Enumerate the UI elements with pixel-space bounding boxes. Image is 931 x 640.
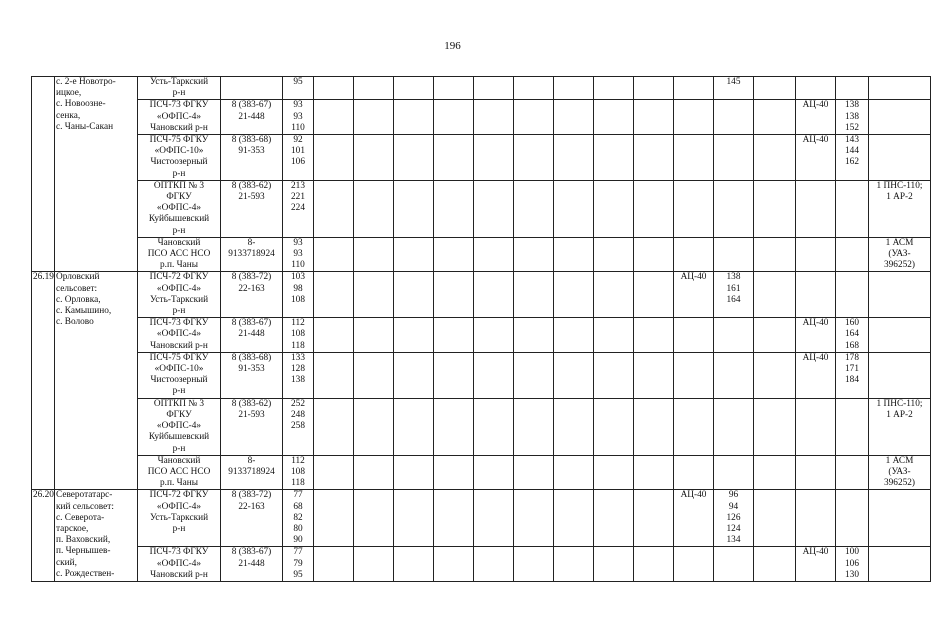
phone-cell <box>221 135 283 181</box>
equipment-cell <box>869 547 931 582</box>
empty-cell <box>354 272 394 318</box>
empty-cell <box>594 490 634 547</box>
phone-cell <box>221 100 283 135</box>
equipment-cell <box>869 318 931 353</box>
empty-cell <box>394 180 434 237</box>
empty-cell <box>394 272 434 318</box>
times-cell <box>283 455 314 490</box>
equipment-cell-text: 1 АСМ (УАЗ- 396252) <box>884 455 915 489</box>
table-row <box>32 547 931 582</box>
table-row <box>32 77 931 100</box>
empty-cell <box>594 272 634 318</box>
empty-cell <box>554 547 594 582</box>
empty-cell <box>434 77 474 100</box>
section-number-text: 26.19 <box>33 272 54 283</box>
empty-cell <box>754 180 796 237</box>
arrival-cell-text: 160 164 168 <box>845 318 859 351</box>
section-number <box>32 272 55 490</box>
page-number: 196 <box>444 40 461 52</box>
table-row <box>32 490 931 547</box>
empty-cell <box>354 135 394 181</box>
equipment-cell <box>869 237 931 272</box>
empty-cell <box>474 77 514 100</box>
arrival-cell <box>836 352 869 398</box>
vehicle-cell <box>674 135 714 181</box>
empty-cell <box>354 318 394 353</box>
arrival-cell <box>714 237 754 272</box>
empty-cell <box>634 100 674 135</box>
section-number <box>32 490 55 582</box>
phone-cell-text: 8- 9133718924 <box>228 455 275 477</box>
empty-cell <box>474 237 514 272</box>
phone-cell <box>221 318 283 353</box>
empty-cell <box>554 272 594 318</box>
arrival-cell <box>714 77 754 100</box>
empty-cell <box>634 318 674 353</box>
arrival-cell <box>836 100 869 135</box>
empty-cell <box>594 135 634 181</box>
table-row <box>32 237 931 272</box>
empty-cell <box>634 180 674 237</box>
empty-cell <box>394 237 434 272</box>
empty-cell <box>314 180 354 237</box>
times-cell <box>283 272 314 318</box>
times-cell-text: 112 108 118 <box>291 455 305 489</box>
empty-cell <box>474 455 514 490</box>
arrival-cell <box>714 490 754 547</box>
equipment-cell <box>869 352 931 398</box>
empty-cell <box>314 352 354 398</box>
times-cell-text: 93 93 110 <box>291 100 305 133</box>
unit-cell <box>138 318 221 353</box>
times-cell <box>283 398 314 455</box>
arrival-cell-text: 138 138 152 <box>845 100 859 133</box>
empty-cell <box>594 547 634 582</box>
equipment-cell-text: 1 АСМ (УАЗ- 396252) <box>884 237 915 271</box>
empty-cell <box>434 100 474 135</box>
unit-cell-text: Усть-Таркский р-н <box>149 77 209 99</box>
phone-cell-text: 8 (383-67) 21-448 <box>231 100 272 122</box>
times-cell <box>283 180 314 237</box>
phone-cell-text: 8 (383-68) 91-353 <box>231 135 272 157</box>
arrival-cell <box>836 455 869 490</box>
arrival-cell-text: 138 161 164 <box>726 272 741 305</box>
empty-cell <box>514 272 554 318</box>
empty-cell <box>554 318 594 353</box>
empty-cell <box>754 352 796 398</box>
vehicle-cell <box>796 547 836 582</box>
arrival-cell <box>836 272 869 318</box>
vehicle-cell <box>796 180 836 237</box>
arrival-cell <box>836 547 869 582</box>
empty-cell <box>434 237 474 272</box>
vehicle-cell-text: АЦ-40 <box>680 272 707 283</box>
table-row <box>32 455 931 490</box>
empty-cell <box>394 318 434 353</box>
arrival-cell <box>714 547 754 582</box>
arrival-cell <box>714 100 754 135</box>
empty-cell <box>754 135 796 181</box>
empty-cell <box>594 352 634 398</box>
unit-cell <box>138 77 221 100</box>
vehicle-cell-text: АЦ-40 <box>802 318 829 329</box>
empty-cell <box>474 318 514 353</box>
unit-cell <box>138 272 221 318</box>
phone-cell-text: 8 (383-62) 21-593 <box>231 398 272 420</box>
table-body <box>32 77 931 582</box>
times-cell-text: 112 108 118 <box>291 318 305 351</box>
empty-cell <box>474 180 514 237</box>
arrival-cell <box>836 237 869 272</box>
empty-cell <box>514 318 554 353</box>
empty-cell <box>434 490 474 547</box>
empty-cell <box>634 547 674 582</box>
empty-cell <box>514 77 554 100</box>
arrival-cell <box>714 398 754 455</box>
vehicle-cell <box>674 180 714 237</box>
settlement-cell <box>55 490 138 582</box>
empty-cell <box>514 398 554 455</box>
equipment-cell <box>869 272 931 318</box>
empty-cell <box>554 352 594 398</box>
empty-cell <box>434 135 474 181</box>
fire-response-table <box>31 76 931 582</box>
equipment-cell-text: 1 ПНС-110; 1 АР-2 <box>876 180 923 203</box>
times-cell-text: 103 98 108 <box>291 272 305 305</box>
equipment-cell <box>869 77 931 100</box>
empty-cell <box>474 352 514 398</box>
times-cell <box>283 490 314 547</box>
empty-cell <box>314 547 354 582</box>
section-number <box>32 77 55 272</box>
phone-cell <box>221 352 283 398</box>
empty-cell <box>634 272 674 318</box>
empty-cell <box>634 352 674 398</box>
phone-cell <box>221 455 283 490</box>
empty-cell <box>354 237 394 272</box>
arrival-cell <box>714 272 754 318</box>
empty-cell <box>554 398 594 455</box>
vehicle-cell <box>674 77 714 100</box>
arrival-cell <box>714 135 754 181</box>
empty-cell <box>474 100 514 135</box>
phone-cell <box>221 272 283 318</box>
empty-cell <box>394 135 434 181</box>
empty-cell <box>434 180 474 237</box>
vehicle-cell <box>674 318 714 353</box>
empty-cell <box>554 490 594 547</box>
unit-cell-text: ПСЧ-75 ФГКУ «ОФПС-10» Чистоозерный р-н <box>149 135 209 179</box>
phone-cell <box>221 77 283 100</box>
empty-cell <box>434 352 474 398</box>
empty-cell <box>594 237 634 272</box>
empty-cell <box>354 77 394 100</box>
empty-cell <box>354 352 394 398</box>
vehicle-cell <box>674 237 714 272</box>
phone-cell-text: 8 (383-67) 21-448 <box>231 318 272 340</box>
arrival-cell <box>836 490 869 547</box>
empty-cell <box>634 398 674 455</box>
equipment-cell <box>869 398 931 455</box>
times-cell-text: 92 101 106 <box>291 135 305 168</box>
vehicle-cell <box>674 490 714 547</box>
vehicle-cell <box>674 352 714 398</box>
equipment-cell <box>869 135 931 181</box>
phone-cell <box>221 237 283 272</box>
times-cell-text: 133 128 138 <box>291 352 305 386</box>
empty-cell <box>594 100 634 135</box>
unit-cell <box>138 398 221 455</box>
unit-cell <box>138 180 221 237</box>
empty-cell <box>314 455 354 490</box>
times-cell <box>283 77 314 100</box>
phone-cell-text: 8 (383-72) 22-163 <box>231 272 272 294</box>
table-row <box>32 272 931 318</box>
vehicle-cell-text: АЦ-40 <box>802 547 829 558</box>
phone-cell-text: 8 (383-72) 22-163 <box>231 490 272 512</box>
empty-cell <box>394 77 434 100</box>
empty-cell <box>354 180 394 237</box>
empty-cell <box>754 455 796 490</box>
empty-cell <box>634 77 674 100</box>
empty-cell <box>314 398 354 455</box>
phone-cell-text: 8 (383-67) 21-448 <box>231 547 272 569</box>
vehicle-cell <box>674 547 714 582</box>
unit-cell <box>138 547 221 582</box>
empty-cell <box>514 180 554 237</box>
times-cell <box>283 318 314 353</box>
unit-cell <box>138 100 221 135</box>
empty-cell <box>394 398 434 455</box>
times-cell <box>283 547 314 582</box>
unit-cell <box>138 490 221 547</box>
times-cell-text: 93 93 110 <box>291 237 305 271</box>
vehicle-cell <box>674 455 714 490</box>
empty-cell <box>754 272 796 318</box>
empty-cell <box>514 547 554 582</box>
empty-cell <box>434 318 474 353</box>
phone-cell <box>221 547 283 582</box>
empty-cell <box>434 455 474 490</box>
arrival-cell <box>836 77 869 100</box>
empty-cell <box>354 547 394 582</box>
empty-cell <box>554 100 594 135</box>
phone-cell <box>221 180 283 237</box>
empty-cell <box>754 490 796 547</box>
empty-cell <box>514 237 554 272</box>
unit-cell-text: ПСЧ-73 ФГКУ «ОФПС-4» Чановский р-н <box>149 547 209 580</box>
equipment-cell <box>869 455 931 490</box>
vehicle-cell <box>796 100 836 135</box>
unit-cell-text: ОПТКП № 3 ФГКУ «ОФПС-4» Куйбышевский р-н <box>148 180 210 236</box>
table-row <box>32 398 931 455</box>
arrival-cell <box>836 135 869 181</box>
empty-cell <box>594 455 634 490</box>
empty-cell <box>314 77 354 100</box>
equipment-cell <box>869 490 931 547</box>
unit-cell-text: ОПТКП № 3 ФГКУ «ОФПС-4» Куйбышевский р-н <box>148 398 210 454</box>
empty-cell <box>754 100 796 135</box>
empty-cell <box>594 77 634 100</box>
times-cell-text: 213 221 224 <box>291 180 305 214</box>
unit-cell-text: ПСЧ-73 ФГКУ «ОФПС-4» Чановский р-н <box>149 100 209 133</box>
times-cell-text: 77 68 82 80 90 <box>293 490 303 546</box>
empty-cell <box>354 100 394 135</box>
empty-cell <box>554 455 594 490</box>
table-row <box>32 318 931 353</box>
empty-cell <box>554 180 594 237</box>
empty-cell <box>474 398 514 455</box>
empty-cell <box>474 272 514 318</box>
empty-cell <box>554 237 594 272</box>
empty-cell <box>754 237 796 272</box>
empty-cell <box>394 490 434 547</box>
unit-cell-text: Чановский ПСО АСС НСО р.п. Чаны <box>147 237 211 271</box>
empty-cell <box>594 180 634 237</box>
vehicle-cell-text: АЦ-40 <box>680 490 707 501</box>
phone-cell-text: 8 (383-62) 21-593 <box>231 180 272 203</box>
unit-cell-text: Чановский ПСО АСС НСО р.п. Чаны <box>147 455 211 489</box>
empty-cell <box>314 100 354 135</box>
empty-cell <box>354 455 394 490</box>
settlement-cell-text: с. 2-е Новотро- ицкое, с. Новоозне- сенка, с. Чаны-Сакан <box>56 77 116 132</box>
table-row <box>32 135 931 181</box>
arrival-cell <box>836 398 869 455</box>
unit-cell <box>138 135 221 181</box>
vehicle-cell <box>796 490 836 547</box>
vehicle-cell <box>796 237 836 272</box>
empty-cell <box>514 135 554 181</box>
arrival-cell-text: 100 106 130 <box>845 547 859 580</box>
unit-cell-text: ПСЧ-75 ФГКУ «ОФПС-10» Чистоозерный р-н <box>149 352 209 397</box>
empty-cell <box>514 490 554 547</box>
phone-cell-text: 8- 9133718924 <box>228 237 275 260</box>
unit-cell <box>138 352 221 398</box>
settlement-cell <box>55 77 138 272</box>
vehicle-cell <box>796 398 836 455</box>
arrival-cell <box>714 455 754 490</box>
arrival-cell-text: 96 94 126 124 134 <box>726 490 741 546</box>
unit-cell <box>138 237 221 272</box>
arrival-cell <box>836 318 869 353</box>
arrival-cell <box>714 352 754 398</box>
empty-cell <box>314 318 354 353</box>
arrival-cell-text: 143 144 162 <box>845 135 859 168</box>
equipment-cell <box>869 100 931 135</box>
times-cell-text: 95 <box>293 77 303 87</box>
empty-cell <box>634 490 674 547</box>
arrival-cell-text: 145 <box>726 77 741 87</box>
empty-cell <box>554 135 594 181</box>
empty-cell <box>394 100 434 135</box>
unit-cell-text: ПСЧ-72 ФГКУ «ОФПС-4» Усть-Таркский р-н <box>149 490 209 534</box>
vehicle-cell <box>674 100 714 135</box>
empty-cell <box>754 318 796 353</box>
empty-cell <box>474 135 514 181</box>
empty-cell <box>314 490 354 547</box>
equipment-cell <box>869 180 931 237</box>
times-cell <box>283 352 314 398</box>
unit-cell-text: ПСЧ-73 ФГКУ «ОФПС-4» Чановский р-н <box>149 318 209 351</box>
empty-cell <box>314 135 354 181</box>
arrival-cell-text: 178 171 184 <box>845 352 859 386</box>
empty-cell <box>394 547 434 582</box>
empty-cell <box>314 272 354 318</box>
vehicle-cell <box>796 318 836 353</box>
table-row <box>32 352 931 398</box>
empty-cell <box>514 100 554 135</box>
section-number-text: 26.20 <box>33 490 54 501</box>
times-cell-text: 252 248 258 <box>291 398 305 432</box>
empty-cell <box>634 135 674 181</box>
phone-cell <box>221 398 283 455</box>
empty-cell <box>314 237 354 272</box>
vehicle-cell <box>796 77 836 100</box>
unit-cell-text: ПСЧ-72 ФГКУ «ОФПС-4» Усть-Таркский р-н <box>149 272 209 317</box>
vehicle-cell-text: АЦ-40 <box>802 135 829 146</box>
times-cell <box>283 100 314 135</box>
empty-cell <box>634 237 674 272</box>
equipment-cell-text: 1 ПНС-110; 1 АР-2 <box>876 398 923 420</box>
empty-cell <box>634 455 674 490</box>
empty-cell <box>434 398 474 455</box>
empty-cell <box>394 352 434 398</box>
phone-cell-text: 8 (383-68) 91-353 <box>231 352 272 375</box>
empty-cell <box>754 547 796 582</box>
vehicle-cell <box>796 455 836 490</box>
phone-cell <box>221 490 283 547</box>
settlement-cell-text: Северотатарс- кий сельсовет: с. Северота- тарское, п. Ваховский, п. Чернышев- ский, с. Рождествен- <box>56 490 115 579</box>
empty-cell <box>754 398 796 455</box>
unit-cell <box>138 455 221 490</box>
empty-cell <box>514 352 554 398</box>
empty-cell <box>354 398 394 455</box>
empty-cell <box>594 398 634 455</box>
times-cell <box>283 237 314 272</box>
empty-cell <box>434 272 474 318</box>
arrival-cell <box>714 318 754 353</box>
settlement-cell-text: Орловский сельсовет: с. Орловка, с. Камышино, с. Волово <box>56 272 112 328</box>
empty-cell <box>754 77 796 100</box>
vehicle-cell <box>796 352 836 398</box>
arrival-cell <box>836 180 869 237</box>
table-row <box>32 100 931 135</box>
times-cell-text: 77 79 95 <box>293 547 303 580</box>
empty-cell <box>354 490 394 547</box>
table-row <box>32 180 931 237</box>
vehicle-cell <box>796 135 836 181</box>
vehicle-cell-text: АЦ-40 <box>802 100 829 111</box>
times-cell <box>283 135 314 181</box>
arrival-cell <box>714 180 754 237</box>
empty-cell <box>474 547 514 582</box>
settlement-cell <box>55 272 138 490</box>
empty-cell <box>554 77 594 100</box>
vehicle-cell-text: АЦ-40 <box>802 352 829 363</box>
empty-cell <box>474 490 514 547</box>
vehicle-cell <box>674 398 714 455</box>
vehicle-cell <box>674 272 714 318</box>
empty-cell <box>514 455 554 490</box>
empty-cell <box>394 455 434 490</box>
empty-cell <box>594 318 634 353</box>
vehicle-cell <box>796 272 836 318</box>
empty-cell <box>434 547 474 582</box>
